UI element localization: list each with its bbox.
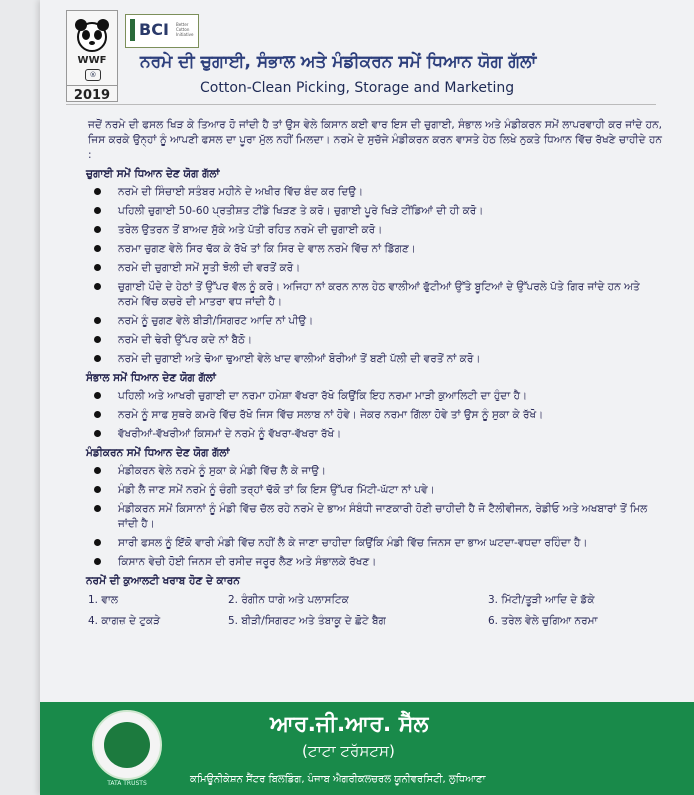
cause-item: 4. ਕਾਗਜ਼ ਦੇ ਟੁਕੜੇ (88, 615, 161, 627)
panda-icon (73, 15, 111, 55)
rgr-cell-logo (92, 710, 162, 787)
list-item: ਪਹਿਲੀ ਚੁਗਾਈ 50-60 ਪ੍ਰਤੀਸ਼ਤ ਟੀਂਡੇ ਖਿੜਣ ਤੇ ਕਰੋ। ਚੁਗਾਈ ਪੂਰੇ ਖਿੜੇ ਟੀਂਡਿਆਂ ਦੀ ਹੀ ਕਰੋ। (88, 204, 662, 219)
cause-item: 2. ਰੰਗੀਨ ਧਾਗੇ ਅਤੇ ਪਲਾਸਟਿਕ (228, 594, 349, 606)
list-item: ਨਰਮੇ ਦੀ ਚੁਗਾਈ ਸਮੇਂ ਸੂਤੀ ਝੋਲੀ ਦੀ ਵਰਤੋਂ ਕਰੋ। (88, 261, 662, 276)
bullet-icon (94, 317, 101, 324)
bullet-icon (94, 336, 101, 343)
cause-item: 5. ਬੀੜੀ/ਸਿਗਰਟ ਅਤੇ ਤੰਬਾਕੂ ਦੇ ਛੋਟੇ ਬੈਗ (228, 615, 386, 627)
bci-tagline: Better Cotton Initiative (176, 22, 194, 37)
section-title-marketing: ਮੰਡੀਕਰਨ ਸਮੇਂ ਧਿਆਨ ਦੇਣ ਯੋਗ ਗੱਲਾਂ (86, 447, 230, 459)
list-item: ਨਰਮੇ ਨੂੰ ਸਾਫ ਸੁਥਰੇ ਕਮਰੇ ਵਿੱਚ ਰੱਖੋ ਜਿਸ ਵਿੱਚ ਸਲਾਬ ਨਾਂ ਹੋਵੇ। ਜੇਕਰ ਨਰਮਾ ਗਿੱਲਾ ਹੋਵੇ ਤਾਂ ਉਸ ਨੂੰ ਸੁਕਾ ਕੇ ਰੱਖੋ। (88, 408, 662, 423)
list-item: ਕਿਸਾਨ ਵੇਚੀ ਹੋਈ ਜਿਨਸ ਦੀ ਰਸੀਦ ਜਰੂਰ ਲੈਣ ਅਤੇ ਸੰਭਾਲਕੇ ਰੱਖਣ। (88, 555, 662, 570)
header-divider (66, 104, 656, 105)
bullet-icon (94, 207, 101, 214)
bci-wordmark: BCI (139, 20, 169, 39)
list-item: ਨਰਮਾ ਚੁਗਣ ਵੇਲੇ ਸਿਰ ਢੱਕ ਕੇ ਰੱਖੋ ਤਾਂ ਕਿ ਸਿਰ ਦੇ ਵਾਲ ਨਰਮੇ ਵਿੱਚ ਨਾਂ ਡਿੱਗਣ। (88, 242, 662, 257)
causes-grid (88, 593, 662, 629)
bci-mark-icon (130, 19, 135, 41)
cause-item: 1. ਵਾਲ (88, 594, 119, 606)
footer-banner (40, 702, 694, 795)
cause-item: 6. ਤਰੇਲ ਵੇਲੇ ਚੁਗਿਆ ਨਰਮਾ (488, 615, 598, 627)
bullet-icon (94, 283, 101, 290)
wwf-wordmark: WWF (77, 55, 107, 66)
bullet-icon (94, 245, 101, 252)
list-item: ਨਰਮੇ ਨੂੰ ਚੁਗਣ ਵੇਲੇ ਬੀੜੀ/ਸਿਗਰਟ ਆਦਿ ਨਾਂ ਪੀਉ। (88, 314, 662, 329)
list-item: ਨਰਮੇ ਦੀ ਢੇਰੀ ਉੱਪਰ ਕਦੇ ਨਾਂ ਬੈਠੋ। (88, 333, 662, 348)
bullet-icon (94, 558, 101, 565)
bullet-icon (94, 411, 101, 418)
registered-mark: ® (85, 69, 101, 81)
logo-caption: TATA TRUSTS (107, 780, 147, 787)
list-item: ਨਰਮੇ ਦੀ ਸਿੰਚਾਈ ਸਤੰਬਰ ਮਹੀਨੇ ਦੇ ਅਖੀਰ ਵਿੱਚ ਬੰਦ ਕਰ ਦਿਉ। (88, 185, 662, 200)
section-title-picking: ਚੁਗਾਈ ਸਮੇਂ ਧਿਆਨ ਦੇਣ ਯੋਗ ਗੱਲਾਂ (86, 168, 220, 180)
bullet-icon (94, 355, 101, 362)
section-title-storage: ਸੰਭਾਲ ਸਮੇਂ ਧਿਆਨ ਦੇਣ ਯੋਗ ਗੱਲਾਂ (86, 372, 216, 384)
org-address: ਕਮਿਊਨੀਕੇਸ਼ਨ ਸੈਂਟਰ ਬਿਲਡਿੰਗ, ਪੰਜਾਬ ਐਗਰੀਕਲਚਰਲ ਯੂਨੀਵਰਸਿਟੀ, ਲੁਧਿਆਣਾ (190, 774, 486, 785)
main-content (88, 118, 662, 629)
picking-list (88, 185, 662, 367)
wwf-logo (66, 10, 118, 102)
page-title-english: Cotton-Clean Picking, Storage and Marketing (200, 80, 515, 96)
org-name: ਆਰ.ਜੀ.ਆਰ. ਸੈੱਲ (270, 712, 429, 737)
bullet-icon (94, 430, 101, 437)
bullet-icon (94, 264, 101, 271)
list-item: ਤਰੇਲ ਉਤਰਨ ਤੋਂ ਬਾਅਦ ਸੁੱਕੇ ਅਤੇ ਪੱਤੀ ਰਹਿਤ ਨਰਮੇ ਦੀ ਚੁਗਾਈ ਕਰੋ। (88, 223, 662, 238)
bullet-icon (94, 539, 101, 546)
page-title-punjabi: ਨਰਮੇ ਦੀ ਚੁਗਾਈ, ਸੰਭਾਲ ਅਤੇ ਮੰਡੀਕਰਨ ਸਮੇਂ ਧਿਆਨ ਯੋਗ ਗੱਲਾਂ (140, 52, 537, 72)
bullet-icon (94, 467, 101, 474)
list-item: ਮੰਡੀਕਰਨ ਵੇਲੇ ਨਰਮੇ ਨੂੰ ਸੁਕਾ ਕੇ ਮੰਡੀ ਵਿੱਚ ਲੈ ਕੇ ਜਾਉ। (88, 464, 662, 479)
list-item: ਮੰਡੀ ਲੈ ਜਾਣ ਸਮੇਂ ਨਰਮੇ ਨੂੰ ਚੰਗੀ ਤਰ੍ਹਾਂ ਢੱਕੋ ਤਾਂ ਕਿ ਇਸ ਉੱਪਰ ਮਿੱਟੀ-ਘੱਟਾ ਨਾਂ ਪਵੇ। (88, 483, 662, 498)
list-item: ਸਾਰੀ ਫਸਲ ਨੂੰ ਇੱਕੋ ਵਾਰੀ ਮੰਡੀ ਵਿੱਚ ਨਹੀਂ ਲੈ ਕੇ ਜਾਣਾ ਚਾਹੀਦਾ ਕਿਉਂਕਿ ਮੰਡੀ ਵਿੱਚ ਜਿਨਸ ਦਾ ਭਾਅ ਘਟਦਾ-ਵਧਦਾ ਰਹਿੰਦਾ ਹੈ। (88, 536, 662, 551)
storage-list (88, 389, 662, 442)
marketing-list (88, 464, 662, 570)
list-item: ਪਹਿਲੀ ਅਤੇ ਆਖਰੀ ਚੁਗਾਈ ਦਾ ਨਰਮਾ ਹਮੇਸ਼ਾ ਵੱਖਰਾ ਰੱਖੋ ਕਿਉਂਕਿ ਇਹ ਨਰਮਾ ਮਾੜੀ ਕੁਆਲਿਟੀ ਦਾ ਹੁੰਦਾ ਹੈ। (88, 389, 662, 404)
bullet-icon (94, 226, 101, 233)
year-label: 2019 (67, 85, 117, 103)
bullet-icon (94, 188, 101, 195)
list-item: ਨਰਮੇ ਦੀ ਚੁਗਾਈ ਅਤੇ ਢੋਆ ਢੁਆਈ ਵੇਲੇ ਖਾਦ ਵਾਲੀਆਂ ਬੋਰੀਆਂ ਤੋਂ ਬਣੀ ਪੱਲੀ ਦੀ ਵਰਤੋਂ ਨਾਂ ਕਰੋ। (88, 352, 662, 367)
list-item: ਵੱਖਰੀਆਂ-ਵੱਖਰੀਆਂ ਕਿਸਮਾਂ ਦੇ ਨਰਮੇ ਨੂੰ ਵੱਖਰਾ-ਵੱਖਰਾ ਰੱਖੋ। (88, 427, 662, 442)
section-title-causes: ਨਰਮੇਂ ਦੀ ਕੁਆਲਟੀ ਖਰਾਬ ਹੋਣ ਦੇ ਕਾਰਨ (86, 575, 240, 587)
plant-icon (104, 722, 150, 768)
bullet-icon (94, 505, 101, 512)
list-item: ਮੰਡੀਕਰਨ ਸਮੇਂ ਕਿਸਾਨਾਂ ਨੂੰ ਮੰਡੀ ਵਿੱਚ ਚੱਲ ਰਹੇ ਨਰਮੇ ਦੇ ਭਾਅ ਸੰਬੰਧੀ ਜਾਣਕਾਰੀ ਹੋਣੀ ਚਾਹੀਦੀ ਹੈ ਜੋ ਟੈਲੀਵੀਜਨ, ਰੇਡੀਓ ਅਤੇ ਅਖਬਾਰਾਂ ਤੋਂ ਮਿਲ ਜਾਂਦੀ ਹੈ। (88, 502, 662, 532)
intro-paragraph: ਜਦੋਂ ਨਰਮੇ ਦੀ ਫਸਲ ਖਿੜ ਕੇ ਤਿਆਰ ਹੋ ਜਾਂਦੀ ਹੈ ਤਾਂ ਉਸ ਵੇਲੇ ਕਿਸਾਨ ਕਈ ਵਾਰ ਇਸ ਦੀ ਚੁਗਾਈ, ਸੰਭਾਲ ਅਤੇ ਮੰਡੀਕਰਨ ਸਮੇਂ ਲਾਪਰਵਾਹੀ ਕਰ ਜਾਂਦੇ ਹਨ, ਜਿਸ ਕਰਕੇ ਉਨ੍ਹਾਂ ਨੂੰ ਆਪਣੀ ਫਸਲ ਦਾ ਪੂਰਾ ਮੁੱਲ ਨਹੀਂ ਮਿਲਦਾ। ਨਰਮੇ ਦੇ ਸੁਚੱਜੇ ਮੰਡੀਕਰਨ ਕਰਨ ਵਾਸਤੇ ਹੇਠ ਲਿਖੇ ਨੁਕਤੇ ਧਿਆਨ ਵਿੱਚ ਰੱਖਣੇ ਚਾਹੀਦੇ ਹਨ : (88, 119, 662, 161)
cause-item: 3. ਮਿੱਟੀ/ਤੂੜੀ ਆਦਿ ਦੇ ਡੱਕੇ (488, 594, 595, 606)
list-item: ਚੁਗਾਈ ਪੌਦੇ ਦੇ ਹੇਠਾਂ ਤੋਂ ਉੱਪਰ ਵੱਲ ਨੂੰ ਕਰੋ। ਅਜਿਹਾ ਨਾਂ ਕਰਨ ਨਾਲ ਹੇਠ ਵਾਲੀਆਂ ਫੁੱਟੀਆਂ ਉੱਤੇ ਬੂਟਿਆਂ ਦੇ ਉੱਪਰਲੇ ਪੱਤੇ ਗਿਰ ਜਾਂਦੇ ਹਨ ਅਤੇ ਨਰਮੇ ਵਿੱਚ ਕਚਰੇ ਦੀ ਮਾਤਰਾ ਵਧ ਜਾਂਦੀ ਹੈ। (88, 280, 662, 310)
bullet-icon (94, 392, 101, 399)
bci-logo (125, 14, 199, 48)
bullet-icon (94, 486, 101, 493)
org-subtitle: (ਟਾਟਾ ਟਰੱਸਟਸ) (302, 742, 395, 760)
